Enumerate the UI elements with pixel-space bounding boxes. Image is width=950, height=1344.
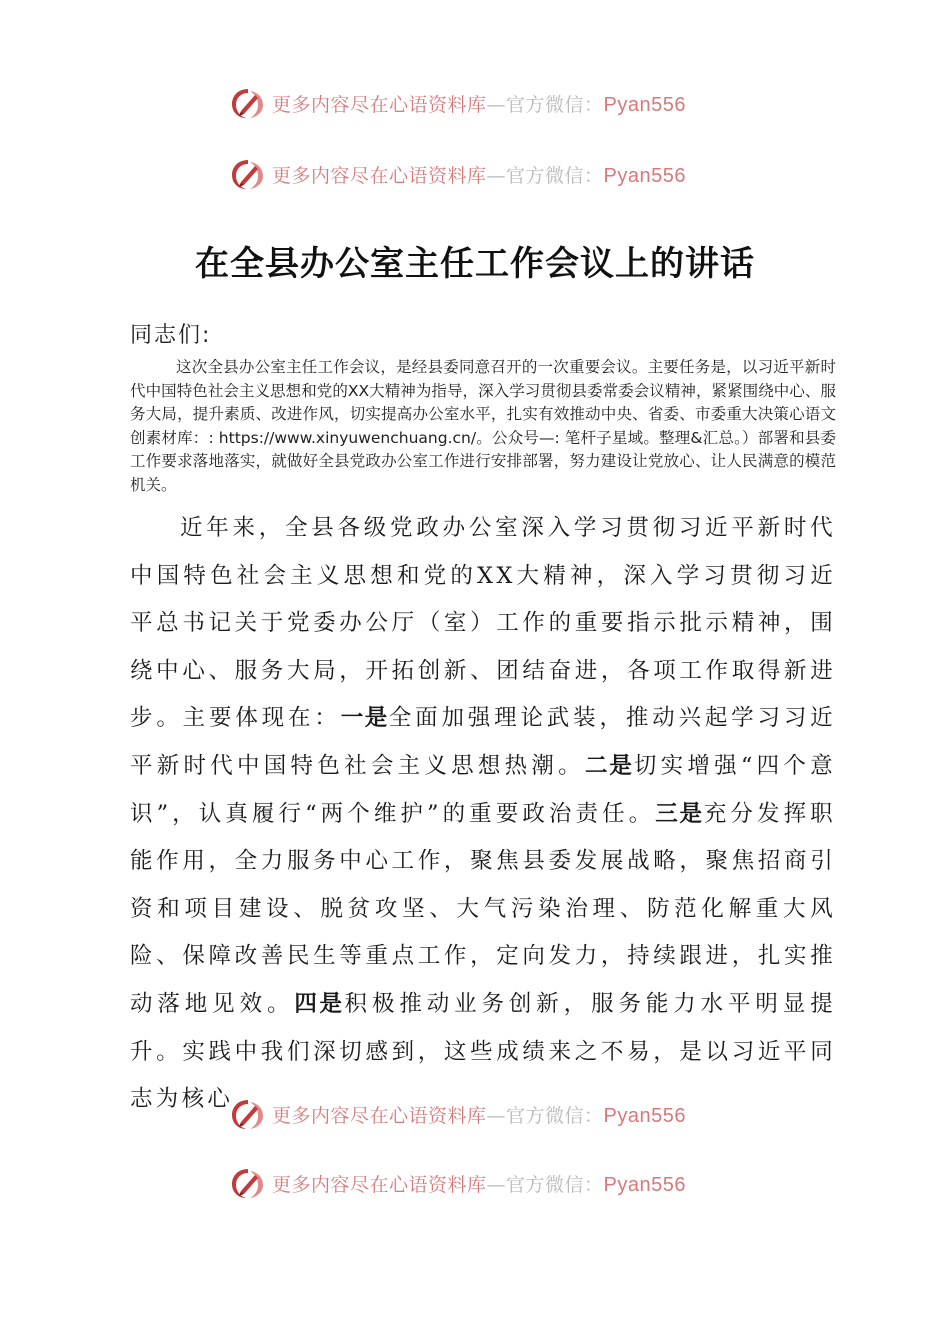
watermark-banner (228, 154, 686, 194)
salutation: 同志们: (130, 323, 212, 348)
point-one-label: 一是 (340, 705, 389, 732)
watermark-text: 更多内容尽在心语资料库—官方微信：Pyan556 (272, 93, 686, 116)
pen-logo-icon (228, 1094, 268, 1134)
watermark-banner (228, 1163, 686, 1203)
pen-logo-icon (228, 154, 268, 194)
point-three-label: 三是 (655, 800, 704, 827)
intro-paragraph: 这次全县办公室主任工作会议，是经县委同意召开的一次重要会议。主要任务是，以习近平新时代中国特色社会主义思想和党的XX大精神为指导，深入学习贯彻县委常委会议精神，紧紧围绕中心、服务大局，提升素质、改进作风，切实提高办公室水平，扎实有效推动中央、省委、市委重大决策心语文创素材库：: https://www.xinyuwenchuang.cn/。公众号—: 笔杆子星域。整理&汇总。）部署和县委工作要求落地落实，就做好全县党政办公室工作进行安排部署，努力建设让党放心、让人民满意的模范机关。 (130, 358, 836, 494)
body-paragraph: 近年来，全县各级党政办公室深入学习贯彻习近平新时代中国特色社会主义思想和党的XX大精神，深入学习贯彻习近平总书记关于党委办公厅（室）工作的重要指示批示精神，围绕中心、服务大局，开拓创新、团结奋进，各项工作取得新进步。主要体现在：一是全面加强理论武装，推动兴起学习习近平新时代中国特色社会主义思想热潮。二是切实增强“四个意识”，认真履行“两个维护”的重要政治责任。三是充分发挥职能作用，全力服务中心工作，聚焦县委发展战略，聚焦招商引资和项目建设、脱贫攻坚、大气污染治理、防范化解重大风险、保障改善民生等重点工作，定向发力，持续跟进，扎实推动落地见效。四是积极推动业务创新，服务能力水平明显提升。实践中我们深切感到，这些成绩来之不易，是以习近平同志为核心 (130, 515, 836, 1113)
watermark-banner (228, 83, 686, 123)
point-two-label: 二是 (584, 752, 634, 779)
watermark-text: 更多内容尽在心语资料库—官方微信：Pyan556 (272, 1104, 686, 1127)
watermark-text: 更多内容尽在心语资料库—官方微信：Pyan556 (272, 1173, 686, 1196)
watermark-text: 更多内容尽在心语资料库—官方微信：Pyan556 (272, 164, 686, 187)
watermark-banner (228, 1094, 686, 1134)
pen-logo-icon (228, 83, 268, 123)
document-title: 在全县办公室主任工作会议上的讲话 (195, 244, 755, 284)
pen-logo-icon (228, 1163, 268, 1203)
point-four-label: 四是 (294, 990, 345, 1017)
